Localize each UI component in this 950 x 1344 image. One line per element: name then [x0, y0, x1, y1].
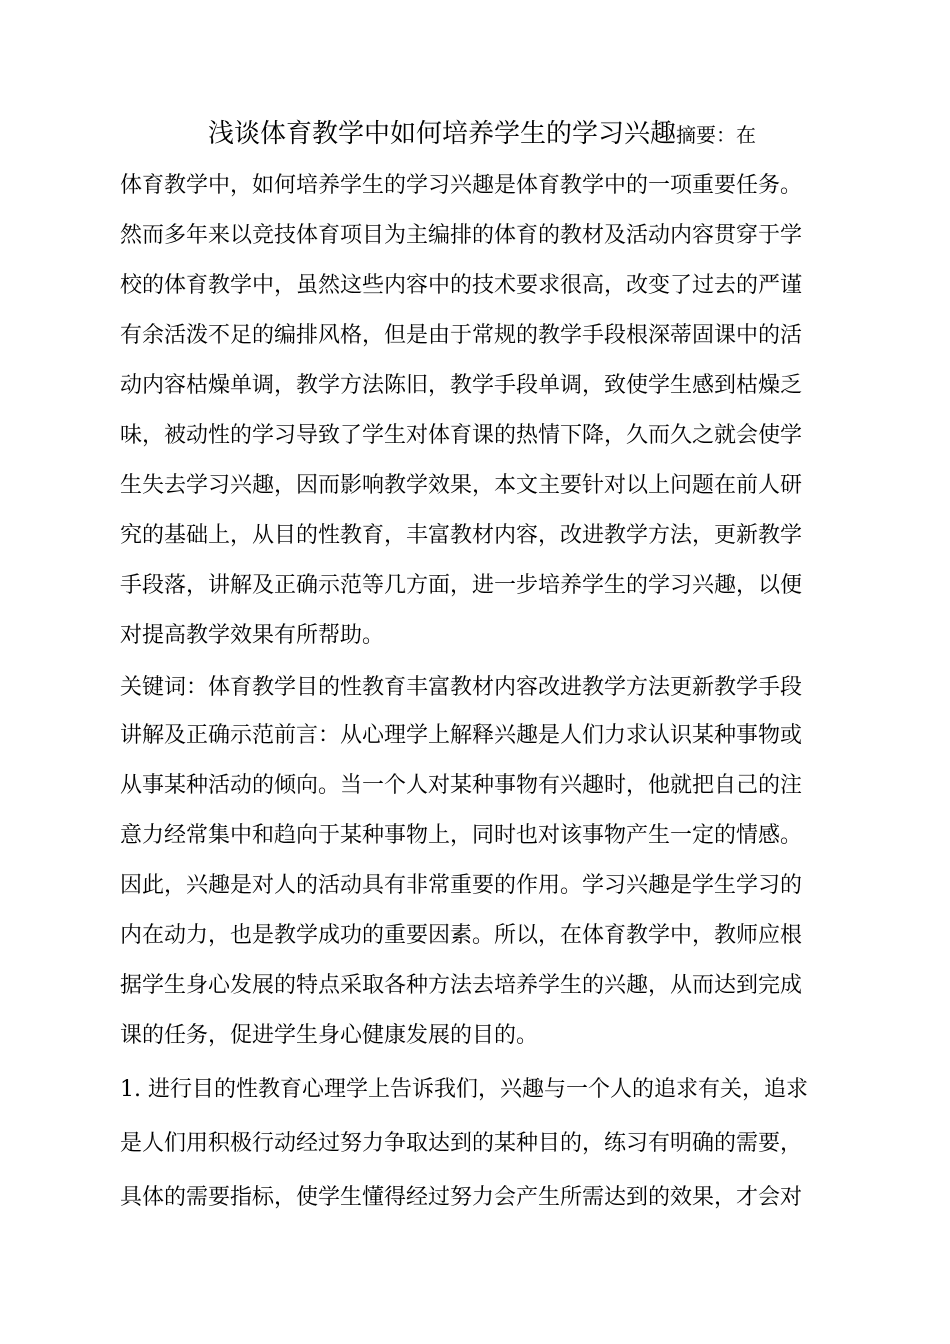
abstract-line: 有余活泼不足的编排风格，但是由于常规的教学手段根深蒂固课中的活	[120, 323, 803, 348]
abstract-label: 摘要：在	[676, 123, 757, 147]
keyword-line: 内在动力，也是教学成功的重要因素。所以，在体育教学中，教师应根	[120, 923, 803, 948]
keyword-line: 课的任务，促进学生身心健康发展的目的。	[120, 1023, 539, 1048]
abstract-line: 体育教学中，如何培养学生的学习兴趣是体育教学中的一项重要任务。	[120, 173, 803, 198]
section-line: 1. 进行目的性教育心理学上告诉我们，兴趣与一个人的追求有关，追求	[120, 1077, 808, 1102]
abstract-line: 味，被动性的学习导致了学生对体育课的热情下降，久而久之就会使学	[120, 423, 803, 448]
document-title: 浅谈体育教学中如何培养学生的学习兴趣	[208, 119, 677, 149]
keyword-line: 讲解及正确示范前言：从心理学上解释兴趣是人们力求认识某种事物或	[120, 723, 803, 748]
abstract-line: 生失去学习兴趣，因而影响教学效果，本文主要针对以上问题在前人研	[120, 473, 803, 498]
keyword-line: 意力经常集中和趋向于某种事物上，同时也对该事物产生一定的情感。	[120, 823, 803, 848]
abstract-line: 对提高教学效果有所帮助。	[120, 623, 385, 648]
section-line: 具体的需要指标，使学生懂得经过努力会产生所需达到的效果，才会对	[120, 1185, 803, 1210]
abstract-line: 然而多年来以竞技体育项目为主编排的体育的教材及活动内容贯穿于学	[120, 223, 803, 248]
section-line: 是人们用积极行动经过努力争取达到的某种目的，练习有明确的需要，	[120, 1131, 803, 1156]
keyword-line: 关键词：体育教学目的性教育丰富教材内容改进教学方法更新教学手段	[120, 675, 803, 700]
title-line	[208, 120, 756, 149]
keyword-line: 从事某种活动的倾向。当一个人对某种事物有兴趣时，他就把自己的注	[120, 773, 803, 798]
keyword-line: 因此，兴趣是对人的活动具有非常重要的作用。学习兴趣是学生学习的	[120, 873, 803, 898]
abstract-line: 究的基础上，从目的性教育，丰富教材内容，改进教学方法，更新教学	[120, 523, 803, 548]
abstract-line: 动内容枯燥单调，教学方法陈旧，教学手段单调，致使学生感到枯燥乏	[120, 373, 803, 398]
keyword-line: 据学生身心发展的特点采取各种方法去培养学生的兴趣，从而达到完成	[120, 973, 803, 998]
abstract-line: 手段落，讲解及正确示范等几方面，进一步培养学生的学习兴趣，以便	[120, 573, 803, 598]
abstract-line: 校的体育教学中，虽然这些内容中的技术要求很高，改变了过去的严谨	[120, 273, 803, 298]
